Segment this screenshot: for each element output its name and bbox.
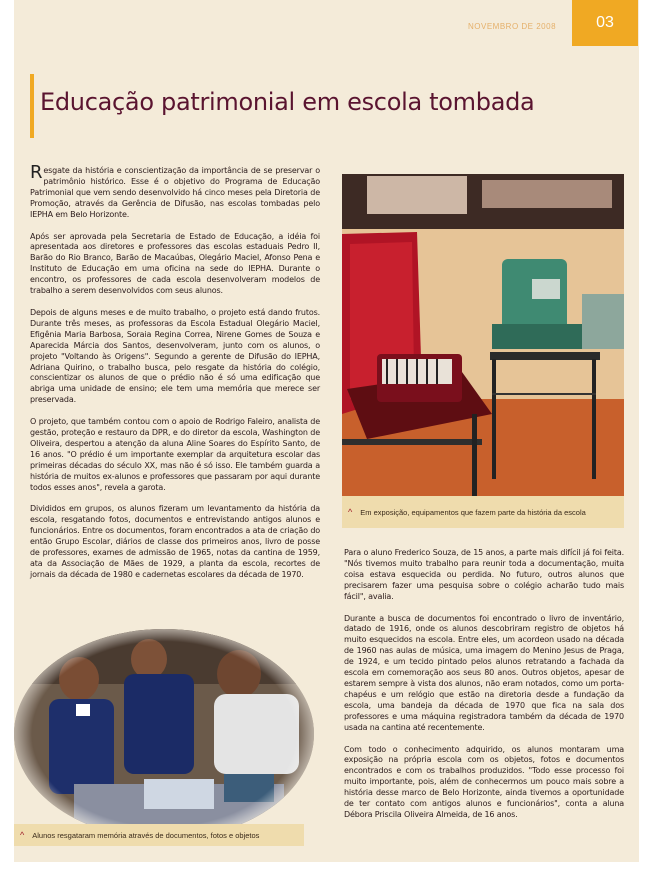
right-text-column (344, 548, 624, 832)
title-accent-bar (30, 74, 34, 138)
caption-students (14, 824, 304, 846)
paragraph: Com todo o conhecimento adquirido, os alunos montaram uma exposição na própria escola com os objetos, fotos e documentos encontrados e com os trabalhos produzidos. "Todo esse processo foi muito importante, pois, além de conhecermos um pouco mais sobre a história desse marco de Belo Horizonte, ainda tivemos a oportunidade de ter contato com antigos alunos e funcionários", conta a aluna Débora Priscila Oliveira Almeida, de 16 anos. (344, 744, 624, 819)
caption-text: Alunos resgataram memória através de documentos, fotos e objetos (32, 830, 260, 840)
caption-marker-icon: ^ (20, 830, 25, 840)
exhibition-photo (342, 174, 624, 496)
paragraph: Para o aluno Frederico Souza, de 15 anos, a parte mais difícil já foi feita. "Nós tivemos muito trabalho para reunir toda a documentação, muita coisa estava esquecida ou perdida. No futuro, outros alunos que precisarem fazer uma pesquisa sobre o colégio acharão tudo mais fácil", avalia. (344, 548, 624, 601)
paragraph: Após ser aprovada pela Secretaria de Estado de Educação, a idéia foi apresentada aos diretores e professores das escolas estaduais Pedro II, Barão do Rio Branco, Barão de Macaúbas, Olegário Maciel, Afonso Pena e Instituto de Educação em uma oficina na sede do IEPHA. Durante o encontro, os professores de cada escola desenvolveram modelos de trabalho a serem desenvolvidos com seus alunos. (30, 231, 320, 296)
students-photo (14, 624, 314, 824)
paragraph: Depois de alguns meses e de muito trabalho, o projeto está dando frutos. Durante três meses, as professoras da Escola Estadual Olegário Maciel, Efigênia Maria Barbosa, Soraia Regina Correa, Nirene Gomes de Souza e Aparecida Márcia dos Santos, desenvolveram, junto com os alunos, o projeto "Voltando às Origens". Segundo a gerente de Difusão do IEPHA, Adriana Quirino, o trabalho busca, pelo resgate da história do colégio, conscientizar os alunos de que o prédio não é só uma edificação que abriga uma unidade de ensino; ele tem uma memória que merece ser preservada. (30, 307, 320, 405)
dropcap: R (30, 162, 43, 183)
article-title: Educação patrimonial em escola tombada (40, 88, 535, 116)
paragraph: Resgate da história e conscientização da importância de se preservar o patrimônio histórico. Esse é o objetivo do Programa de Educação Patrimonial que vem sendo desenvolvido há cinco meses pela Diretoria de Promoção, através da Gerência de Difusão, nas escolas tombadas pelo IEPHA em Belo Horizonte. (30, 162, 320, 219)
paragraph: Durante a busca de documentos foi encontrado o livro de inventário, datado de 1916, onde os alunos descobriram registro de objetos há muito esquecidos na escola. Entre eles, um acordeon usado na década de 1960 nas aulas de música, uma imagem do Menino Jesus de Praga, de 1924, e um tecido pintado pelos alunos retratando a fachada da escola em comemoração aos seus 80 anos. Outros objetos, apesar de estarem sempre à vista dos alunos, não eram notados, como um porta-chapéus e um relógio que estão na diretoria desde a fundação da escola, uma bandeja da década de 1970 que fica na sala dos professores e uma máquina registradora também da década de 1970 usada na cantina até recentemente. (344, 613, 624, 732)
left-text-column (30, 162, 320, 592)
paragraph: Divididos em grupos, os alunos fizeram um levantamento da história da escola, resgatando fotos, documentos e entrevistando antigos alunos e funcionários. Entre os documentos, foram encontrados a ata de criação do então Grupo Escolar, diários de classe dos primeiros anos, livro de posse de professores, exames de admissão de 1965, notas da cantina de 1959, ata da Associação de Mães de 1929, a planta da escola, recortes de jornais da década de 1980 e cadernetas escolares da década de 1970. (30, 504, 320, 579)
caption-text: Em exposição, equipamentos que fazem parte da história da escola (360, 507, 586, 517)
caption-exhibition (342, 496, 624, 528)
paragraph: O projeto, que também contou com o apoio de Rodrigo Faleiro, analista de gestão, proteção e restauro da DPR, e do diretor da escola, Washington de Oliveira, despertou a atenção da aluna Aline Soares do Espírito Santo, de 16 anos. "O prédio é um importante exemplar da arquitetura escolar das primeiras décadas do século XX, mas não é só isso. Ele também guarda a história de muitos ex-alunos e professores que passaram por aqui durante todos esses anos", revela a garota. (30, 417, 320, 492)
page-number-badge: 03 (572, 0, 638, 46)
issue-date: NOVEMBRO DE 2008 (468, 22, 557, 31)
caption-marker-icon: ^ (348, 507, 353, 517)
